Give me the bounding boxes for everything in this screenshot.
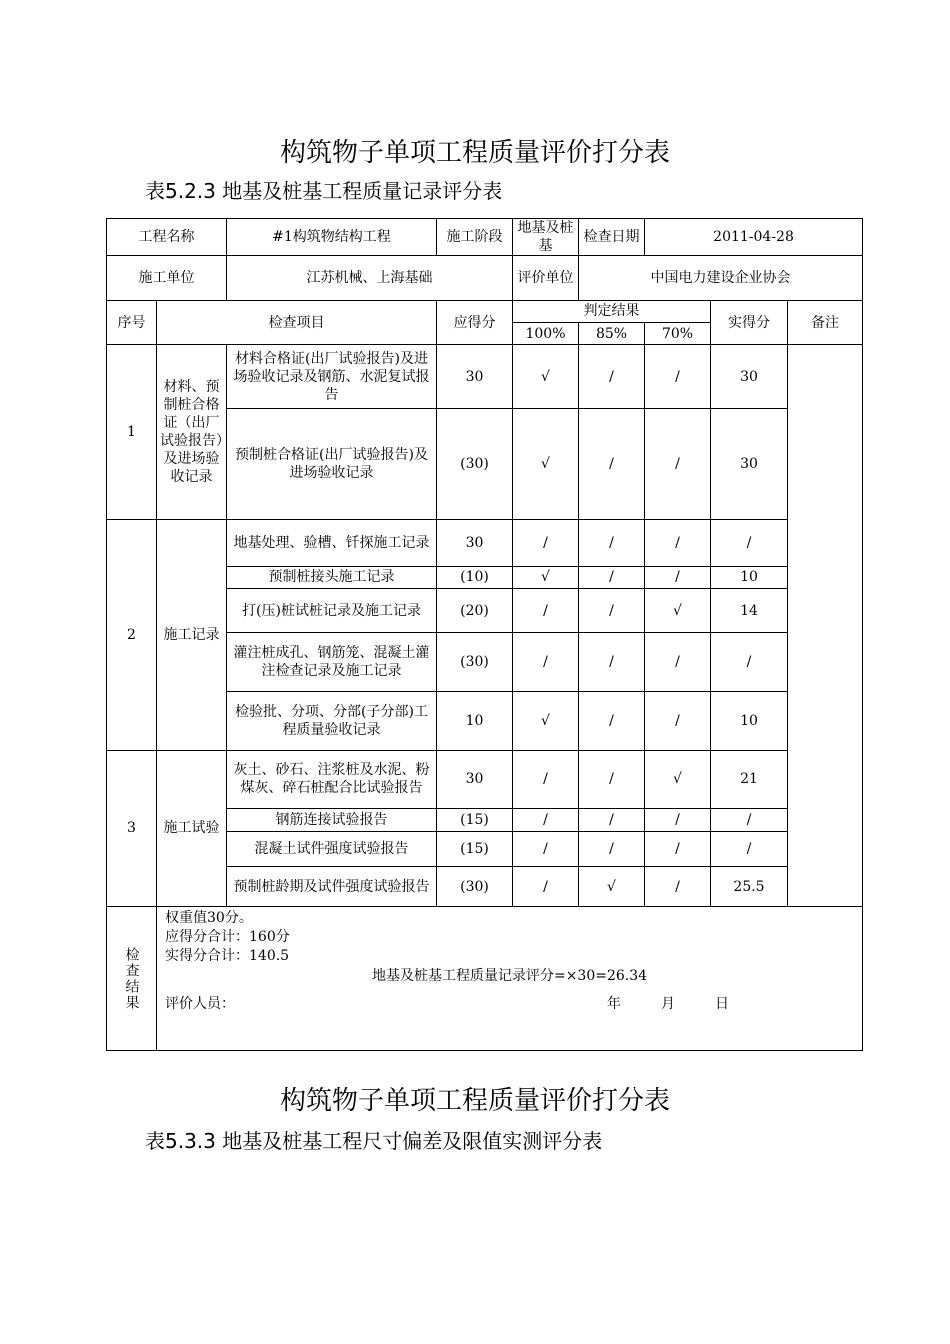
- check-item: 预制桩合格证(出厂试验报告)及进场验收记录: [227, 409, 437, 520]
- actual-score: 14: [711, 588, 788, 632]
- check-item: 打(压)桩试桩记录及施工记录: [227, 588, 437, 632]
- judge-100: √: [513, 345, 579, 409]
- actual-score: 10: [711, 692, 788, 751]
- judge-100: √: [513, 566, 579, 588]
- should-score: (30): [437, 866, 513, 906]
- col-actual: 实得分: [711, 300, 788, 344]
- judge-100: √: [513, 409, 579, 520]
- actual-score: 30: [711, 409, 788, 520]
- column-header-row: [107, 300, 863, 322]
- actual-score: /: [711, 633, 788, 692]
- header-row-2: [107, 256, 863, 300]
- col-item: 检查项目: [157, 300, 437, 344]
- judge-70: /: [645, 566, 711, 588]
- judge-85: /: [579, 633, 645, 692]
- col-70: 70%: [645, 323, 711, 345]
- table-row: [107, 750, 863, 809]
- judge-70: /: [645, 345, 711, 409]
- group-category: 施工记录: [157, 520, 227, 750]
- evaluator-label: 评价单位: [513, 256, 579, 300]
- col-remark: 备注: [788, 300, 863, 344]
- actual-score: 30: [711, 345, 788, 409]
- should-score: (20): [437, 588, 513, 632]
- judge-70: /: [645, 831, 711, 866]
- stage-label: 施工阶段: [437, 219, 513, 256]
- judge-85: /: [579, 750, 645, 809]
- judge-70: /: [645, 633, 711, 692]
- actual-score: /: [711, 831, 788, 866]
- check-item: 灰土、砂石、注浆桩及水泥、粉煤灰、碎石桩配合比试验报告: [227, 750, 437, 809]
- month-label: 月: [661, 996, 675, 1013]
- actual-score: 21: [711, 750, 788, 809]
- judge-100: /: [513, 520, 579, 567]
- page-title: 构筑物子单项工程质量评价打分表: [279, 138, 670, 168]
- contractor-value: 江苏机械、上海基础: [227, 256, 513, 300]
- header-row-1: [107, 219, 863, 256]
- judge-85: /: [579, 345, 645, 409]
- group-seq: 3: [107, 750, 157, 907]
- judge-100: √: [513, 692, 579, 751]
- col-85: 85%: [579, 323, 645, 345]
- check-item: 预制桩龄期及试件强度试验报告: [227, 866, 437, 906]
- col-seq: 序号: [107, 300, 157, 344]
- should-score: 30: [437, 520, 513, 567]
- should-score: 30: [437, 345, 513, 409]
- summary-row: [107, 907, 863, 1051]
- check-item: 灌注桩成孔、钢筋笼、混凝土灌注检查记录及施工记录: [227, 633, 437, 692]
- should-total-text: 应得分合计：160分: [165, 929, 290, 946]
- table-row: [107, 345, 863, 409]
- table-title: 表5.2.3 地基及桩基工程质量记录评分表: [145, 179, 503, 203]
- group-category: 施工试验: [157, 750, 227, 907]
- should-score: 30: [437, 750, 513, 809]
- actual-score: /: [711, 520, 788, 567]
- should-score: (30): [437, 409, 513, 520]
- actual-score: 25.5: [711, 866, 788, 906]
- col-should-score: 应得分: [437, 300, 513, 344]
- group-category: 材料、预制桩合格证（出厂试验报告）及进场验收记录: [157, 345, 227, 520]
- evaluator-value: 中国电力建设企业协会: [579, 256, 863, 300]
- summary-content: [157, 907, 863, 1051]
- date-value: 2011-04-28: [645, 219, 863, 256]
- year-label: 年: [607, 996, 621, 1013]
- day-label: 日: [715, 996, 729, 1013]
- should-score: (10): [437, 566, 513, 588]
- judge-100: /: [513, 588, 579, 632]
- judge-70: /: [645, 520, 711, 567]
- judge-70: /: [645, 692, 711, 751]
- check-item: 材料合格证(出厂试验报告)及进场验收记录及钢筋、水泥复试报告: [227, 345, 437, 409]
- judge-85: /: [579, 809, 645, 831]
- group-seq: 2: [107, 520, 157, 750]
- table-row: [107, 520, 863, 567]
- judge-100: /: [513, 809, 579, 831]
- group-seq: 1: [107, 345, 157, 520]
- judge-100: /: [513, 633, 579, 692]
- contractor-label: 施工单位: [107, 256, 227, 300]
- check-item: 检验批、分项、分部(子分部)工程质量验收记录: [227, 692, 437, 751]
- judge-70: √: [645, 750, 711, 809]
- col-100: 100%: [513, 323, 579, 345]
- actual-total-text: 实得分合计：140.5: [165, 948, 290, 965]
- should-score: (30): [437, 633, 513, 692]
- actual-score: /: [711, 809, 788, 831]
- judge-85: √: [579, 866, 645, 906]
- evaluator-person-label: 评价人员：: [165, 996, 235, 1013]
- should-score: (15): [437, 831, 513, 866]
- judge-85: /: [579, 520, 645, 567]
- judge-100: /: [513, 866, 579, 906]
- formula-text: 地基及桩基工程质量记录评分=×30=26.34: [371, 968, 648, 985]
- should-score: (15): [437, 809, 513, 831]
- col-judgement: 判定结果: [513, 300, 711, 322]
- judge-70: /: [645, 866, 711, 906]
- judge-70: √: [645, 588, 711, 632]
- judge-85: /: [579, 566, 645, 588]
- judge-100: /: [513, 831, 579, 866]
- stage-value: 地基及桩基: [513, 219, 579, 256]
- judge-85: /: [579, 588, 645, 632]
- sign-date: [607, 995, 769, 1013]
- check-item: 混凝土试件强度试验报告: [227, 831, 437, 866]
- remark-cell: [788, 345, 863, 907]
- summary-label: 检查结果: [107, 907, 157, 1051]
- judge-85: /: [579, 692, 645, 751]
- weight-text: 权重值30分。: [165, 910, 253, 927]
- check-item: 预制桩接头施工记录: [227, 566, 437, 588]
- table-title-2: 表5.3.3 地基及桩基工程尺寸偏差及限值实测评分表: [145, 1129, 603, 1153]
- date-label: 检查日期: [579, 219, 645, 256]
- project-name-value: #1构筑物结构工程: [227, 219, 437, 256]
- project-name-label: 工程名称: [107, 219, 227, 256]
- actual-score: 10: [711, 566, 788, 588]
- check-item: 钢筋连接试验报告: [227, 809, 437, 831]
- page-title-2: 构筑物子单项工程质量评价打分表: [279, 1086, 670, 1116]
- judge-85: /: [579, 831, 645, 866]
- should-score: 10: [437, 692, 513, 751]
- judge-85: /: [579, 409, 645, 520]
- check-item: 地基处理、验槽、钎探施工记录: [227, 520, 437, 567]
- judge-70: /: [645, 409, 711, 520]
- judge-70: /: [645, 809, 711, 831]
- judge-100: /: [513, 750, 579, 809]
- score-table: [106, 218, 863, 1051]
